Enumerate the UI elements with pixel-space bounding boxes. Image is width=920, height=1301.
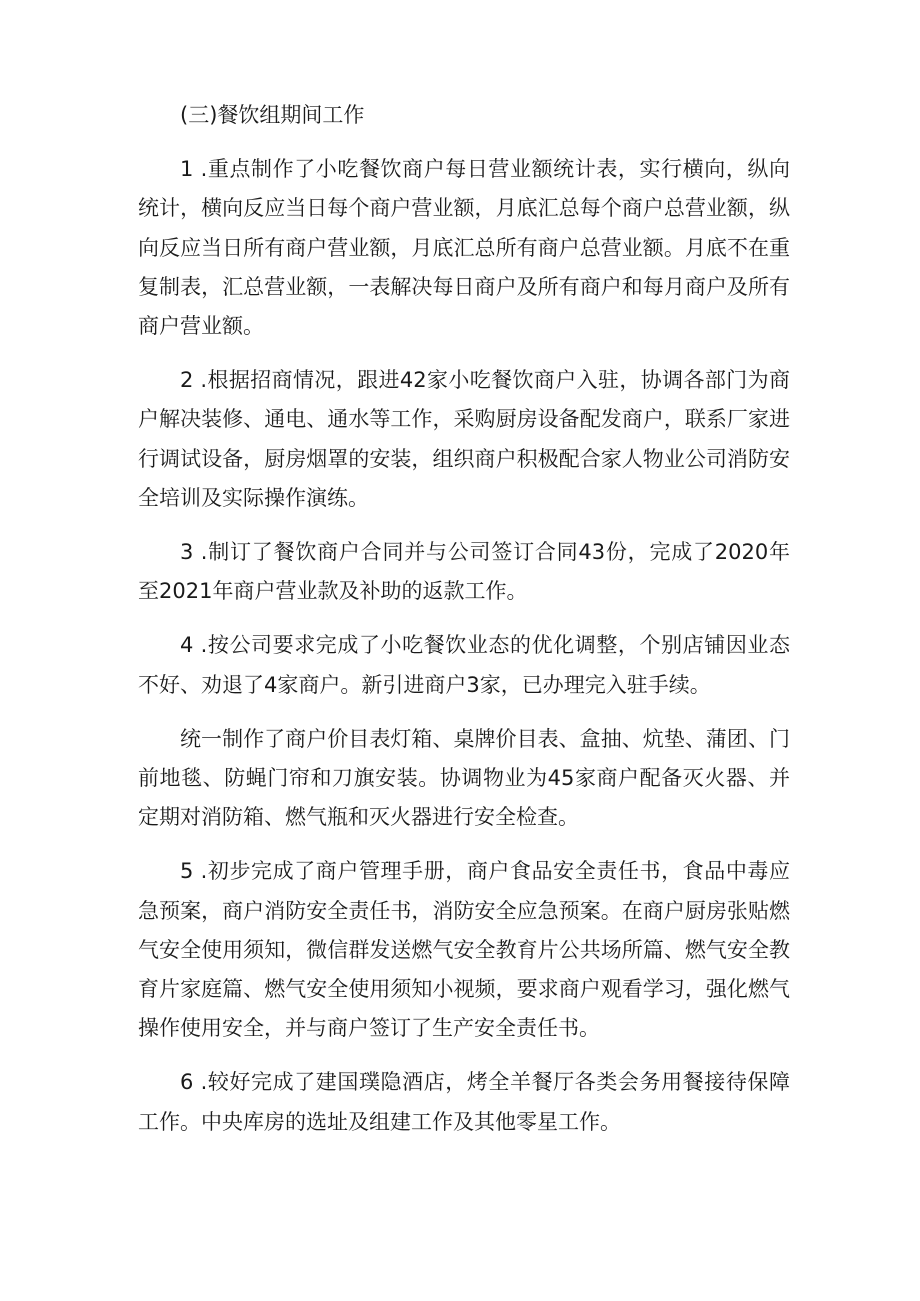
document-page bbox=[138, 96, 790, 1157]
paragraph-item-2: 2 .根据招商情况，跟进42家小吃餐饮商户入驻，协调各部门为商户解决装修、通电、通水等工作，采购厨房设备配发商户，联系厂家进行调试设备，厨房烟罩的安装，组织商户积极配合家人物业公司消防安全培训及实际操作演练。 bbox=[138, 368, 790, 510]
paragraph-item-3: 3 .制订了餐饮商户合同并与公司签订合同43份，完成了2020年至2021年商户营业款及补助的返款工作。 bbox=[138, 540, 790, 604]
paragraph-item-5: 5 .初步完成了商户管理手册，商户食品安全责任书，食品中毒应急预案，商户消防安全责任书，消防安全应急预案。在商户厨房张贴燃气安全使用须知，微信群发送燃气安全教育片公共场所篇、燃气安全教育片家庭篇、燃气安全使用须知小视频，要求商户观看学习，强化燃气操作使用安全，并与商户签订了生产安全责任书。 bbox=[138, 859, 790, 1041]
paragraph-item-4: 4 .按公司要求完成了小吃餐饮业态的优化调整，个别店铺因业态不好、劝退了4家商户。新引进商户3家，已办理完入驻手续。 bbox=[138, 633, 790, 697]
paragraph-item-1: 1 .重点制作了小吃餐饮商户每日营业额统计表，实行横向，纵向统计，横向反应当日每个商户营业额，月底汇总每个商户总营业额，纵向反应当日所有商户营业额，月底汇总所有商户总营业额。月底不在重复制表，汇总营业额，一表解决每日商户及所有商户和每月商户及所有商户营业额。 bbox=[138, 157, 790, 339]
section-heading: (三)餐饮组期间工作 bbox=[180, 103, 365, 127]
paragraph-item-6: 6 .较好完成了建国璞隐酒店，烤全羊餐厅各类会务用餐接待保障工作。中央库房的选址及组建工作及其他零星工作。 bbox=[138, 1070, 790, 1134]
paragraph-item-4-continued: 统一制作了商户价目表灯箱、桌牌价目表、盒抽、炕垫、蒲团、门前地毯、防蝇门帘和刀旗安装。协调物业为45家商户配备灭火器、并定期对消防箱、燃气瓶和灭火器进行安全检查。 bbox=[138, 726, 790, 830]
